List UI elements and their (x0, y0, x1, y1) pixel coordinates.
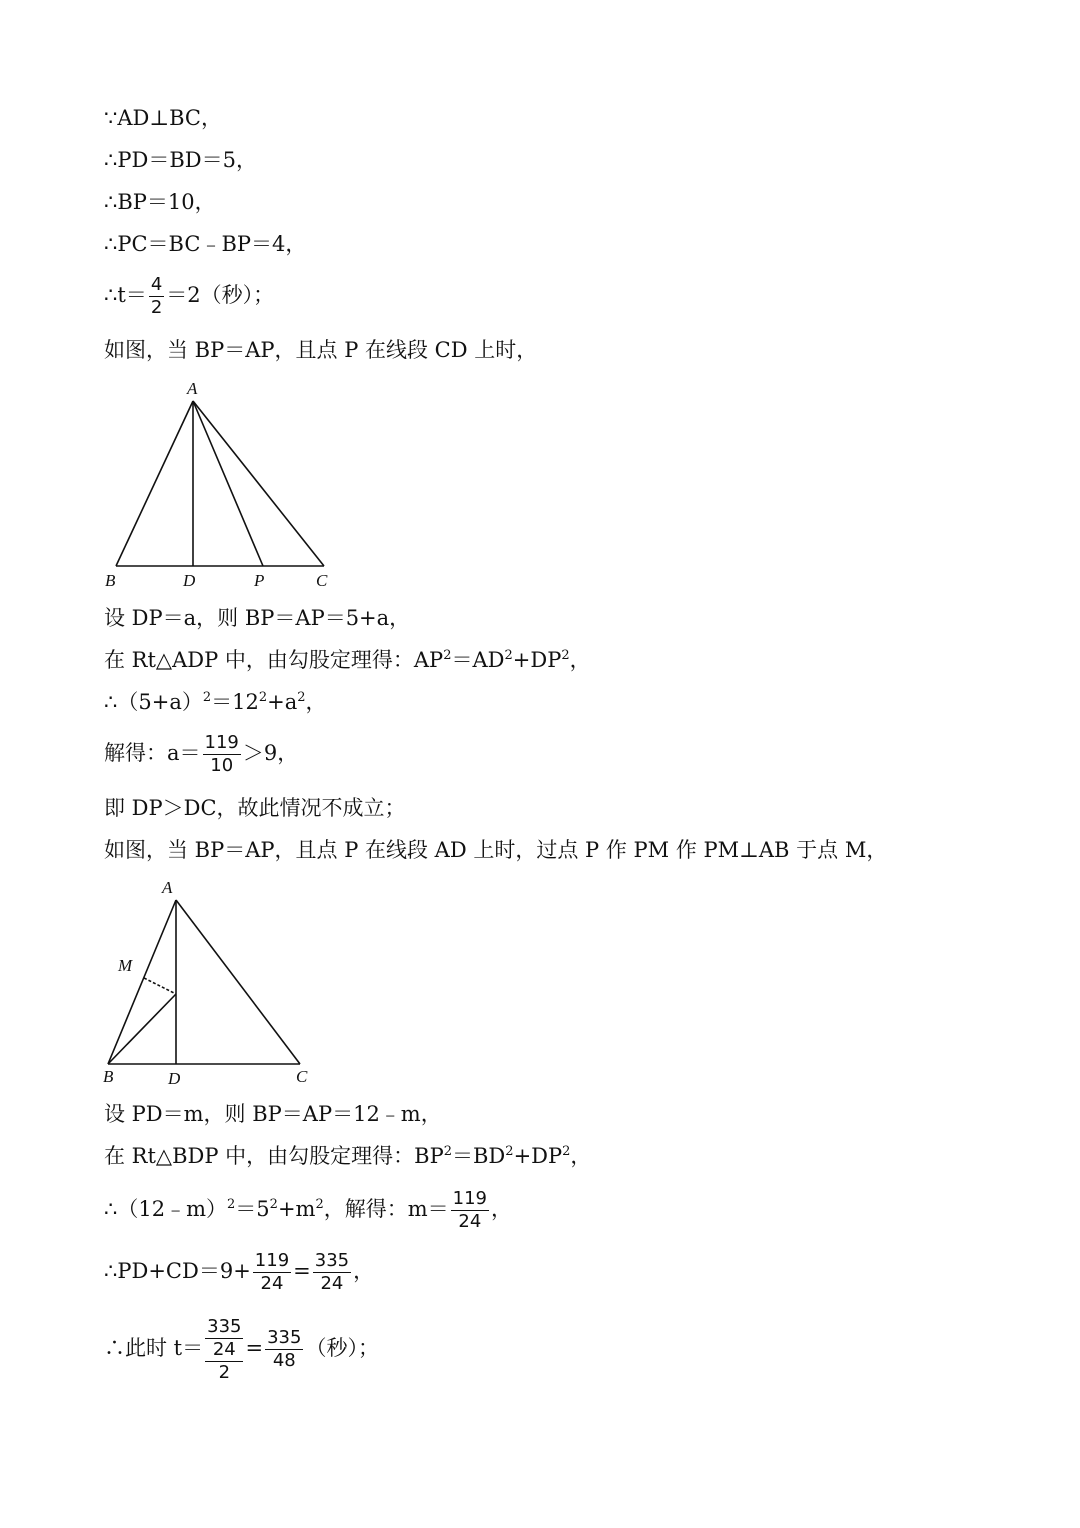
text-line (104, 1248, 374, 1295)
text-line: 设 DP＝a，则 BP＝AP＝5+a， (104, 606, 411, 630)
text-segment: ∴PD+CD＝9+ (104, 1259, 251, 1283)
text-line (104, 1142, 591, 1170)
numerator: 335 (267, 1327, 302, 1348)
numerator (205, 1316, 243, 1362)
exponent: 2 (561, 648, 570, 663)
text-line (104, 1310, 379, 1386)
text-segment: ＝2（秒）； (166, 283, 275, 307)
text-segment: ∴（5+a） (104, 690, 203, 714)
exponent: 2 (315, 1197, 324, 1212)
denominator: 24 (320, 1273, 344, 1294)
segment-ab (116, 401, 193, 566)
text-line (104, 730, 298, 777)
text-segment: ＝AD (451, 648, 505, 672)
text-segment: 解得：a＝ (104, 741, 201, 765)
segment-pm (144, 978, 176, 994)
text-segment: ，解得：m＝ (323, 1197, 449, 1221)
label-m: M (118, 956, 133, 975)
text-segment: ∴（12﹣m） (104, 1197, 227, 1221)
label-c: C (296, 1067, 308, 1086)
segment-ap (193, 401, 263, 566)
fraction (265, 1327, 303, 1372)
text-line: 如图，当 BP＝AP，且点 P 在线段 CD 上时， (104, 338, 538, 362)
text-line: ∴PC＝BC﹣BP＝4， (104, 232, 307, 256)
numerator: 119 (254, 1250, 290, 1271)
numerator: 119 (452, 1188, 488, 1209)
label-d: D (183, 571, 196, 590)
label-d: D (168, 1069, 181, 1088)
text-segment: ， (305, 690, 327, 714)
denominator: 10 (210, 755, 234, 776)
text-line: 设 PD＝m，则 BP＝AP＝12﹣m， (104, 1102, 442, 1126)
text-segment: +DP (513, 1144, 563, 1168)
text-line: 如图，当 BP＝AP，且点 P 在线段 AD 上时，过点 P 作 PM 作 PM⊥AB 于点 M， (104, 838, 888, 862)
equals-sign: = (245, 1336, 264, 1360)
text-segment: +m (277, 1197, 316, 1221)
inner-denominator: 24 (212, 1338, 236, 1360)
text-line: ∵AD⊥BC， (104, 106, 223, 130)
label-p: P (254, 571, 265, 590)
text-segment: ＞9， (242, 741, 299, 765)
label-a: A (162, 878, 173, 897)
inner-numerator: 335 (207, 1315, 242, 1337)
text-segment: +DP (512, 648, 562, 672)
exponent: 2 (505, 1144, 514, 1159)
label-b: B (105, 571, 116, 590)
fraction (313, 1250, 351, 1295)
numerator: 119 (204, 732, 239, 753)
text-segment: ∴此时 t＝ (104, 1336, 204, 1360)
fraction (451, 1188, 489, 1233)
denominator: 2 (150, 297, 163, 318)
text-line (104, 272, 274, 319)
text-segment: 在 Rt△ADP 中，由勾股定理得：AP (104, 648, 444, 672)
exponent: 2 (443, 648, 452, 663)
compound-fraction (205, 1316, 243, 1384)
text-line: ∴BP＝10， (104, 190, 216, 214)
text-segment: ＝BD (452, 1144, 506, 1168)
exponent: 2 (562, 1144, 571, 1159)
text-line (104, 688, 327, 716)
denominator: 48 (272, 1350, 296, 1371)
numerator: 335 (314, 1250, 350, 1271)
inner-fraction (205, 1316, 243, 1361)
exponent: 2 (443, 1144, 452, 1159)
equals-sign: = (293, 1259, 311, 1283)
exponent: 2 (504, 648, 513, 663)
exponent: 2 (258, 690, 268, 705)
fraction (203, 732, 241, 777)
exponent: 2 (227, 1197, 236, 1212)
text-line (104, 1186, 512, 1233)
segment-ab (108, 900, 176, 1064)
text-segment: +a (267, 690, 298, 714)
segment-ac (193, 401, 324, 566)
text-line (104, 646, 591, 674)
text-segment: ， (353, 1259, 375, 1283)
text-segment: ＝12 (211, 690, 259, 714)
label-b: B (103, 1067, 114, 1086)
exponent: 2 (297, 690, 306, 705)
denominator: 2 (218, 1361, 231, 1383)
triangle-figure-1 (96, 374, 346, 592)
denominator: 24 (458, 1211, 482, 1232)
text-segment: ＝5 (235, 1197, 270, 1221)
denominator: 24 (260, 1273, 284, 1294)
fraction (149, 274, 164, 319)
text-segment: （秒）； (305, 1336, 379, 1360)
label-c: C (316, 571, 328, 590)
label-a: A (187, 379, 198, 398)
segment-ac (176, 900, 300, 1064)
text-segment: ， (569, 648, 591, 672)
text-line: 即 DP＞DC，故此情况不成立； (104, 796, 406, 820)
text-segment: 在 Rt△BDP 中，由勾股定理得：BP (104, 1144, 444, 1168)
text-segment: ， (491, 1197, 513, 1221)
segment-bp (108, 994, 176, 1064)
exponent: 2 (202, 690, 212, 705)
fraction (253, 1250, 291, 1295)
exponent: 2 (269, 1197, 278, 1212)
text-line: ∴PD＝BD＝5， (104, 148, 257, 172)
triangle-figure-2 (96, 876, 326, 1090)
text-segment: ∴t＝ (104, 283, 147, 307)
numerator: 4 (150, 274, 163, 295)
text-segment: ， (570, 1144, 592, 1168)
